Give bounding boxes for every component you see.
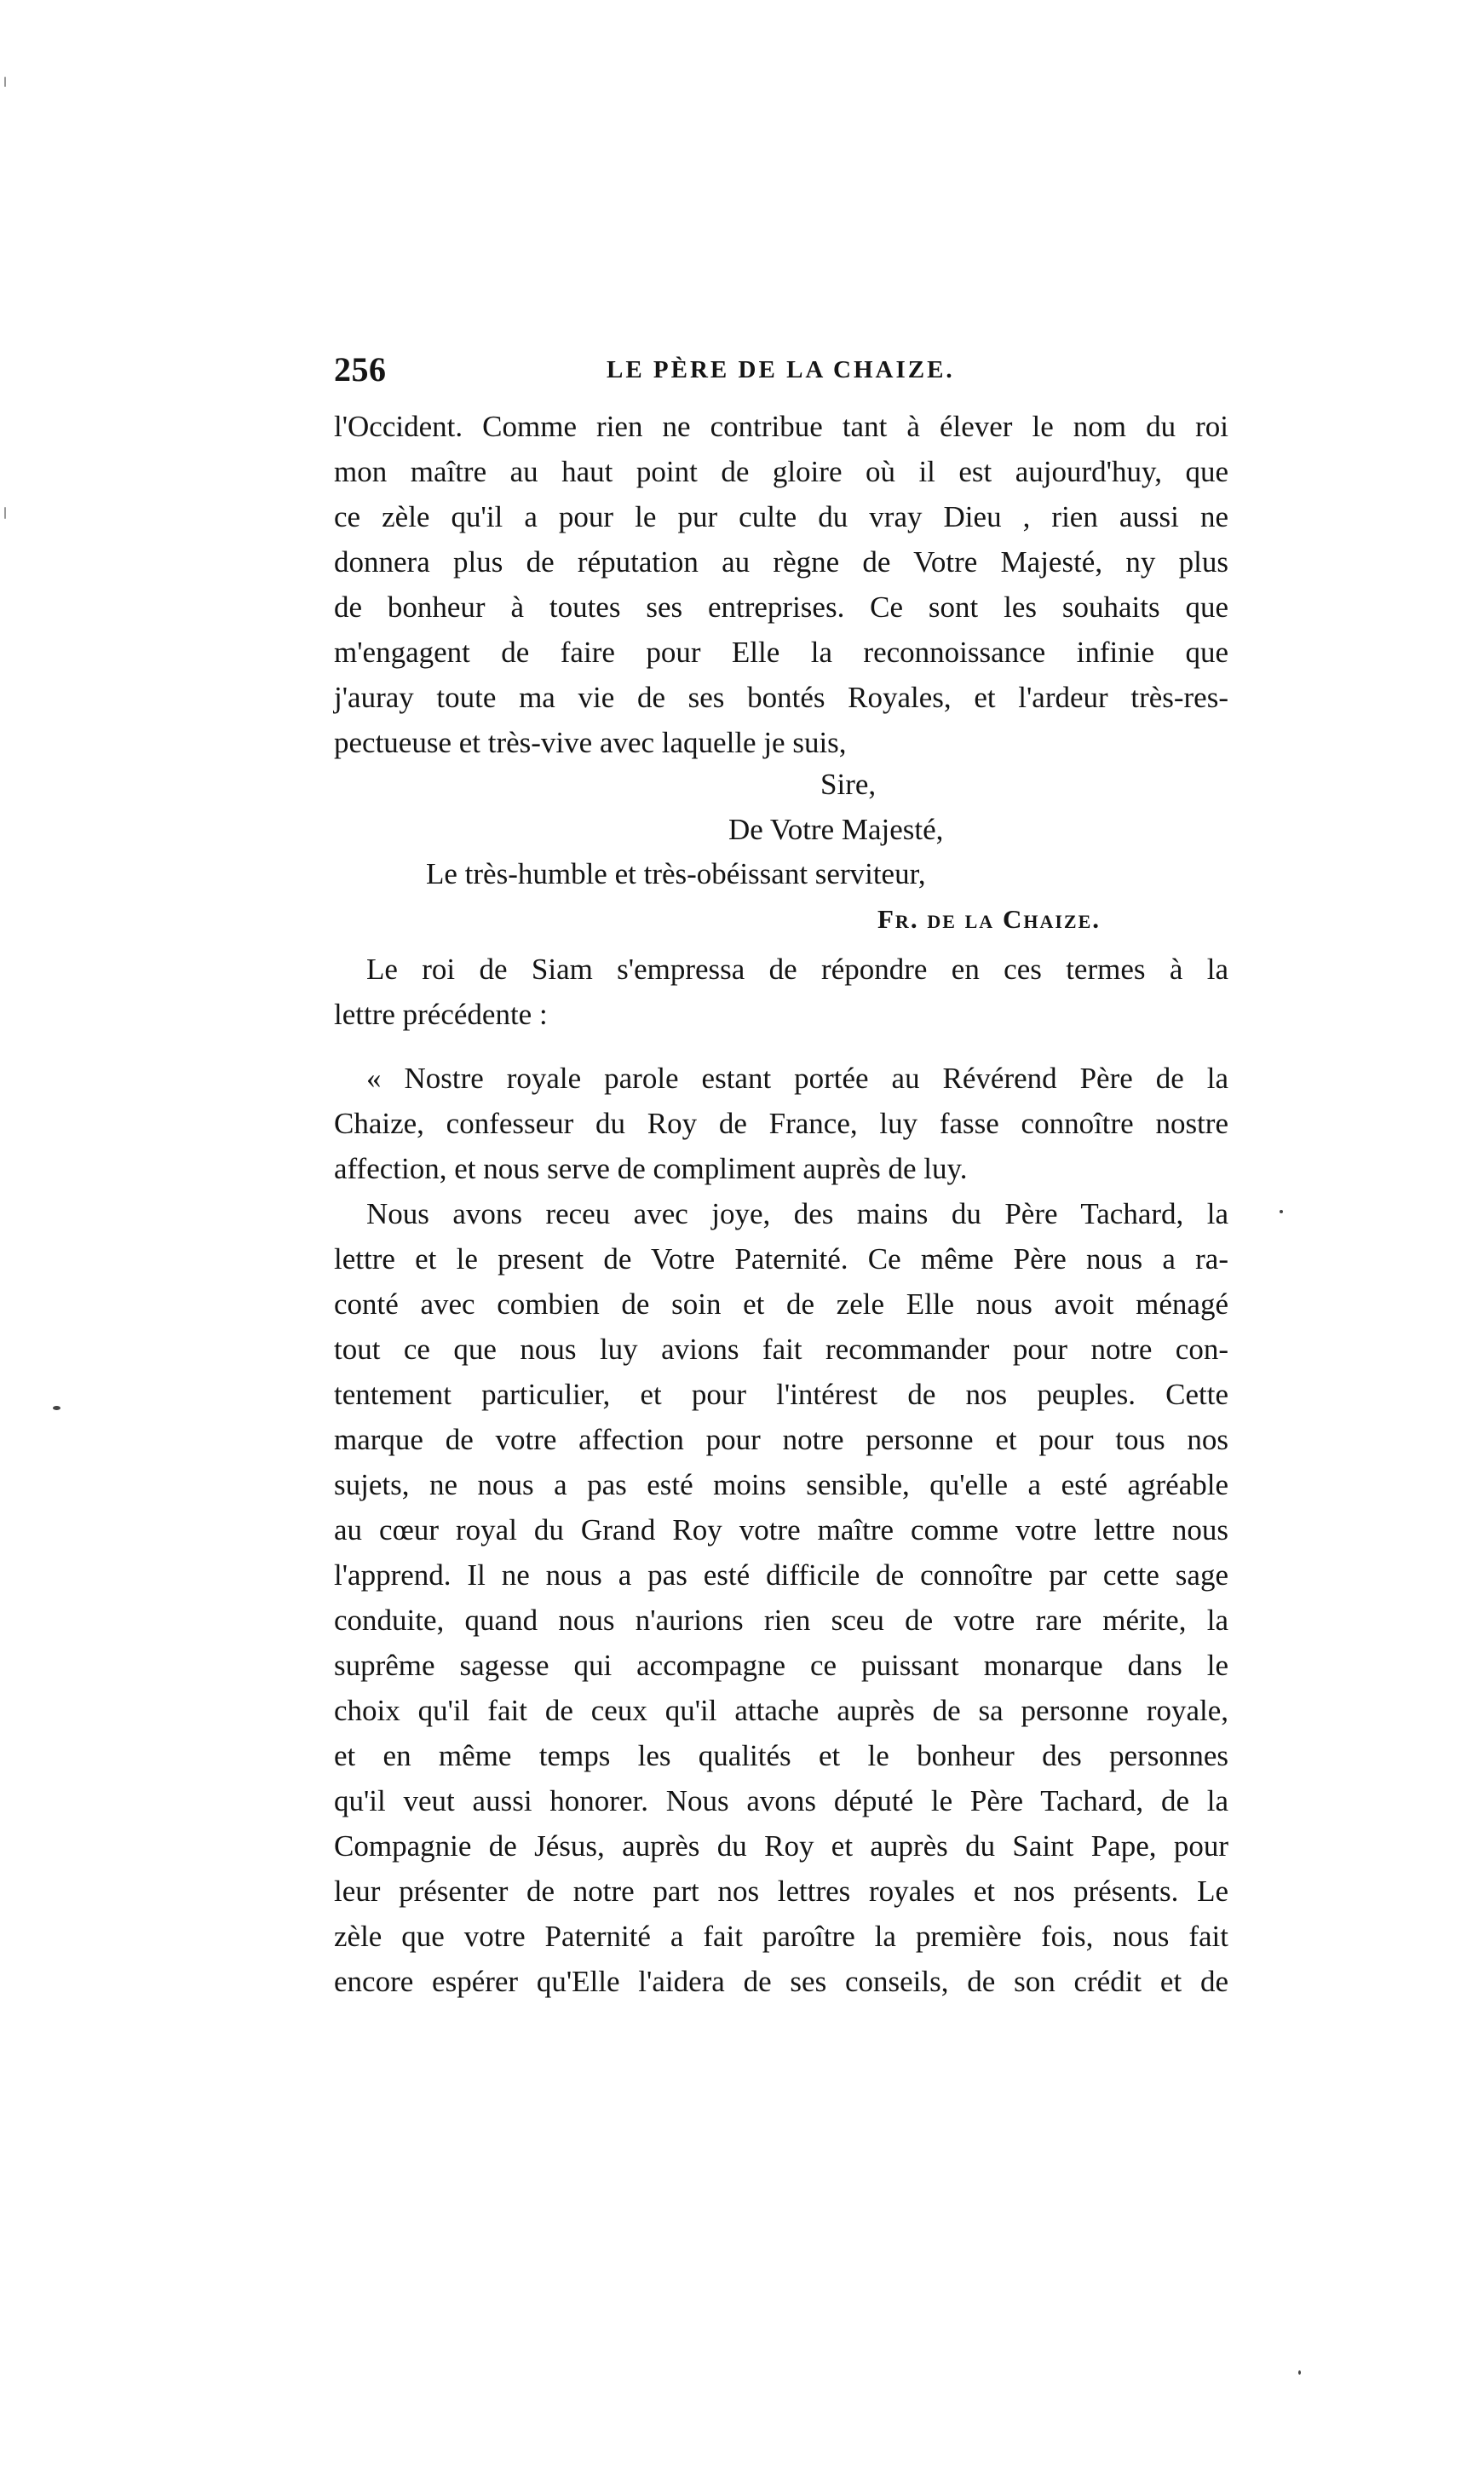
text-line: Nous avons receu avec joye, des mains du Père Tachard, la xyxy=(366,1197,1228,1230)
page-header xyxy=(334,349,1228,392)
text-line: leur présenter de notre part nos lettres royales et nos présents. Le xyxy=(334,1875,1228,1908)
text-line: l'apprend. Il ne nous a pas esté difficile de connoître par cette sage xyxy=(334,1558,1228,1592)
text-line: lettre et le present de Votre Paternité. Ce même Père nous a ra- xyxy=(334,1242,1228,1276)
closing-servant: Le très-humble et très-obéissant serviteur, xyxy=(426,857,926,890)
text-line: et en même temps les qualités et le bonheur des personnes xyxy=(334,1739,1228,1772)
scan-speck xyxy=(4,77,6,87)
text-line: tentement particulier, et pour l'intérest de nos peuples. Cette xyxy=(334,1378,1228,1411)
text-line: encore espérer qu'Elle l'aidera de ses conseils, de son crédit et de xyxy=(334,1965,1228,1998)
closing-salutation: Sire, xyxy=(820,768,877,801)
text-line: l'Occident. Comme rien ne contribue tant à élever le nom du roi xyxy=(334,410,1228,443)
text-line: de bonheur à toutes ses entreprises. Ce sont les souhaits que xyxy=(334,590,1228,624)
text-line: choix qu'il fait de ceux qu'il attache auprès de sa personne royale, xyxy=(334,1694,1228,1727)
running-head: LE PÈRE DE LA CHAIZE. xyxy=(607,356,955,383)
text-line: zèle que votre Paternité a fait paroître la première fois, nous fait xyxy=(334,1920,1228,1953)
text-line: sujets, ne nous a pas esté moins sensible, qu'elle a esté agréable xyxy=(334,1468,1228,1501)
text-line: m'engagent de faire pour Elle la reconnoissance infinie que xyxy=(334,636,1228,669)
text-line: « Nostre royale parole estant portée au Révérend Père de la xyxy=(366,1062,1228,1095)
text-line: mon maître au haut point de gloire où il est aujourd'huy, que xyxy=(334,455,1228,488)
text-line: ce zèle qu'il a pour le pur culte du vray Dieu , rien aussi ne xyxy=(334,500,1228,533)
scan-speck xyxy=(53,1406,60,1410)
text-line: au cœur royal du Grand Roy votre maître comme votre lettre nous xyxy=(334,1513,1228,1546)
text-line: donnera plus de réputation au règne de Votre Majesté, ny plus xyxy=(334,545,1228,579)
text-line: qu'il veut aussi honorer. Nous avons député le Père Tachard, de la xyxy=(334,1784,1228,1817)
signature: Fr. de la Chaize. xyxy=(877,904,1101,934)
text-line: suprême sagesse qui accompagne ce puissant monarque dans le xyxy=(334,1649,1228,1682)
text-line: affection, et nous serve de compliment auprès de luy. xyxy=(334,1152,968,1185)
text-line: conduite, quand nous n'aurions rien sceu de votre rare mérite, la xyxy=(334,1604,1228,1637)
text-line: Le roi de Siam s'empressa de répondre en ces termes à la xyxy=(366,953,1228,986)
scan-speck xyxy=(4,507,6,519)
text-line: tout ce que nous luy avions fait recommander pour notre con- xyxy=(334,1333,1228,1366)
page-number: 256 xyxy=(334,350,387,389)
text-line: j'auray toute ma vie de ses bontés Royales, et l'ardeur très-res- xyxy=(334,681,1228,714)
text-line: Chaize, confesseur du Roy de France, luy fasse connoître nostre xyxy=(334,1107,1228,1140)
text-line: conté avec combien de soin et de zele Elle nous avoit ménagé xyxy=(334,1287,1228,1321)
text-line: lettre précédente : xyxy=(334,998,548,1031)
closing-majesty: De Votre Majesté, xyxy=(728,813,944,846)
text-line: Compagnie de Jésus, auprès du Roy et auprès du Saint Pape, pour xyxy=(334,1829,1228,1863)
text-line: pectueuse et très-vive avec laquelle je suis, xyxy=(334,726,847,759)
scan-speck xyxy=(1280,1210,1283,1213)
text-line: marque de votre affection pour notre personne et pour tous nos xyxy=(334,1423,1228,1456)
scan-speck xyxy=(1298,2370,1301,2375)
